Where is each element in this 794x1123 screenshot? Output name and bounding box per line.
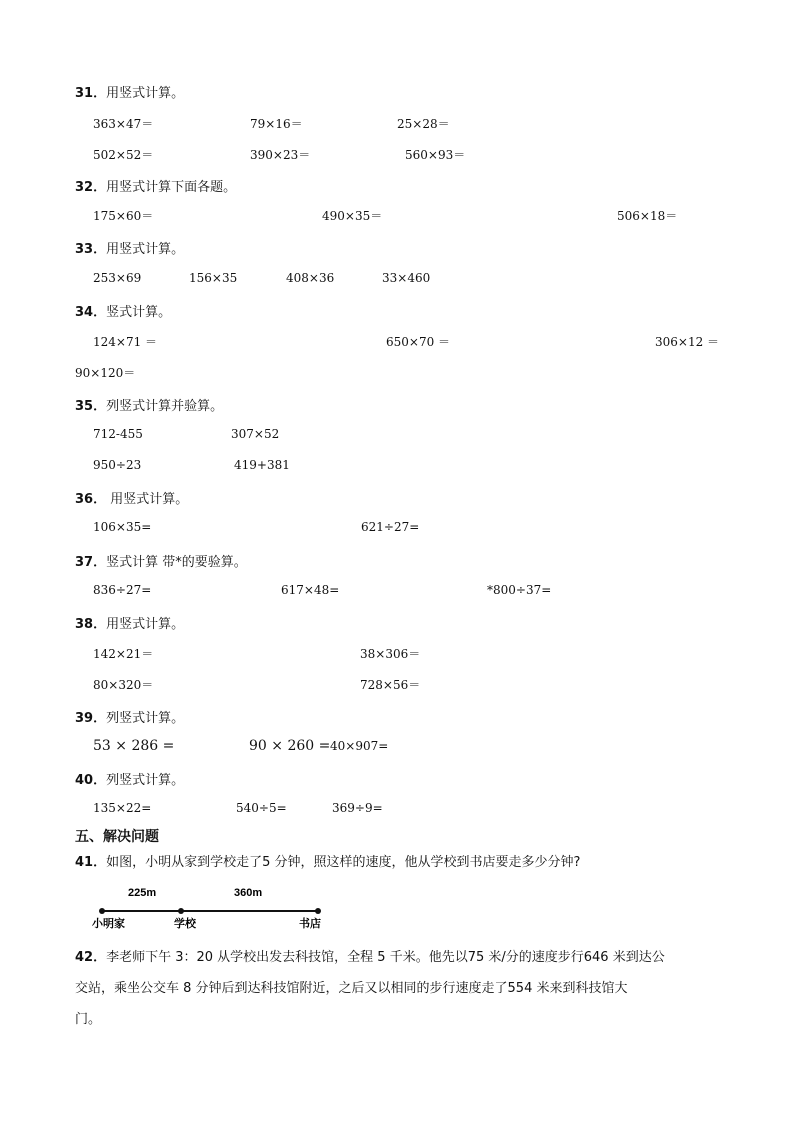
question-34 [75,301,171,320]
exercise: 80×320＝ [93,678,154,692]
exercise: *800÷37= [487,583,552,597]
question-number: 31． [75,86,107,101]
question-number: 37． [75,555,107,570]
distance-label: 225m [128,887,157,899]
distance-label: 360m [234,887,263,899]
exercise: 307×52 [231,427,280,441]
question-text: 用竖式计算。 [106,492,189,507]
place-label-school: 学校 [174,918,196,930]
exercise: 712-455 [93,427,143,441]
exercise: 419+381 [234,458,290,472]
question-31 [75,82,184,101]
exercise: 650×70 ＝ [386,335,451,349]
exercise: 490×35＝ [322,209,383,223]
question-33 [75,238,184,257]
exercise: 560×93＝ [405,148,466,162]
exercise: 363×47＝ [93,117,154,131]
exercise: 836÷27= [93,583,152,597]
exercise: 156×35 [189,271,238,285]
section-heading: 五、解决问题 [75,829,159,845]
question-text: 用竖式计算下面各题。 [106,180,237,195]
question-35 [75,395,223,414]
exercise: 502×52＝ [93,148,154,162]
exercise: 40×907= [330,739,389,753]
exercise: 38×306＝ [360,647,421,661]
question-37 [75,551,247,570]
route-diagram [92,880,342,932]
question-text-line: 交站，乘坐公交车 8 分钟后到达科技馆附近，之后又以相同的步行速度走了554 米来到科技馆大 [75,981,628,996]
place-label-store: 书店 [299,918,321,930]
exercise: 506×18＝ [617,209,678,223]
exercise: 390×23＝ [250,148,311,162]
question-number: 36． [75,492,107,507]
exercise: 90 × 260 = [249,738,331,754]
exercise: 408×36 [286,271,335,285]
question-number: 40． [75,773,107,788]
exercise: 617×48= [281,583,340,597]
exercise: 253×69 [93,271,142,285]
question-41 [75,851,580,870]
exercise: 306×12 ＝ [655,335,720,349]
question-text: 如图，小明从家到学校走了5 分钟，照这样的速度，他从学校到书店要走多少分钟? [106,855,581,870]
exercise: 621÷27= [361,520,420,534]
exercise: 540÷5= [236,801,287,815]
question-text: 用竖式计算。 [106,86,185,101]
exercise: 79×16＝ [250,117,303,131]
store-point [315,908,321,914]
question-text-line: 门。 [75,1012,102,1027]
question-text: 列竖式计算并验算。 [106,399,224,414]
question-36 [75,488,188,507]
exercise: 175×60＝ [93,209,154,223]
exercise: 106×35= [93,520,152,534]
question-40 [75,769,184,788]
question-32 [75,176,236,195]
question-number: 41． [75,855,107,870]
question-number: 34． [75,305,107,320]
question-text: 列竖式计算。 [106,773,185,788]
question-text: 竖式计算 带*的要验算。 [106,555,247,570]
exercise: 124×71 ＝ [93,335,158,349]
question-number: 35． [75,399,107,414]
exercise: 33×460 [382,271,431,285]
exercise: 728×56＝ [360,678,421,692]
exercise: 369÷9= [332,801,383,815]
question-text: 列竖式计算。 [106,711,185,726]
question-39 [75,707,184,726]
exercise: 53 × 286 = [93,738,175,754]
question-number: 32． [75,180,107,195]
place-label-home: 小明家 [92,918,125,930]
question-number: 42． [75,950,107,965]
question-number: 38． [75,617,107,632]
question-text-line: 李老师下午 3：20 从学校出发去科技馆，全程 5 千米。他先以75 米/分的速度步行646 米到达公 [106,950,665,965]
question-number: 33． [75,242,107,257]
question-text: 用竖式计算。 [106,242,185,257]
question-42 [75,946,665,965]
exercise: 142×21＝ [93,647,154,661]
exercise: 90×120＝ [75,366,136,380]
question-text: 用竖式计算。 [106,617,185,632]
question-38 [75,613,184,632]
exercise: 950÷23 [93,458,142,472]
home-point [99,908,105,914]
question-text: 竖式计算。 [106,305,172,320]
school-point [178,908,184,914]
question-number: 39． [75,711,107,726]
exercise: 135×22= [93,801,152,815]
exercise: 25×28＝ [397,117,450,131]
